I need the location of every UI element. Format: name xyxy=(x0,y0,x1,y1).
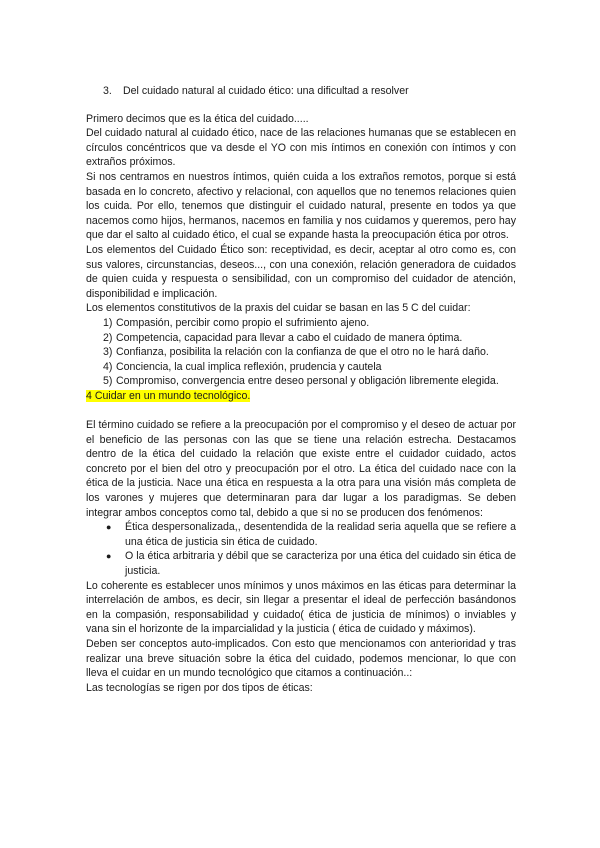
five-c-list xyxy=(86,316,516,389)
paragraph-natural-to-ethical: Del cuidado natural al cuidado ético, nace de las relaciones humanas que se establecen en círculos concéntricos que va desde el YO con mis íntimos en conexión con íntimos y con extraños próximos. xyxy=(86,127,516,169)
phenomena-list xyxy=(86,520,516,578)
list-item: 2) Competencia, capacidad para llevar a cabo el cuidado de manera óptima. xyxy=(103,331,463,344)
paragraph-self-implicated: Deben ser conceptos auto-implicados. Con esto que mencionamos con anterioridad y tras realizar una breve situación sobre la ética del cuidado, podemos mencionar, lo que con lleva el cuidar en un mundo tecnológico que citamos a continuación..: xyxy=(86,637,516,680)
list-item: 3) Confianza, posibilita la relación con la confianza de que el otro no le hará daño. xyxy=(103,346,489,359)
paragraph-intimates: Si nos centramos en nuestros íntimos, quién cuida a los extraños remotos, porque si está basada en lo concreto, afectivo y relacional, con aquellos que no tenemos relaciones quien los cuida. Por ello, tenemos que distinguir el cuidado natural, presente en todos ya que nacemos como hijos, hermanos, nacemos en familia y nos cuidamos y queremos, pero hay que dar el salto al cuidado ético, el cual se expande hasta la preocupación ética por otros. xyxy=(86,170,516,242)
list-item: 1) Compasión, percibir como propio el sufrimiento ajeno. xyxy=(103,316,370,329)
list-item: ● O la ética arbitraria y débil que se caracteriza por una ética del cuidado sin ética de justicia. xyxy=(86,549,516,578)
list-item: ● Ética despersonalizada,, desentendida de la realidad seria aquella que se refiere a una ética de justicia sin ética de cuidado. xyxy=(86,520,516,549)
bullet-icon: ● xyxy=(106,551,112,562)
document-body xyxy=(86,84,516,695)
paragraph-technologies: Las tecnologías se rigen por dos tipos de éticas: xyxy=(86,681,313,694)
paragraph-five-c-intro: Los elementos constitutivos de la praxis del cuidar se basan en las 5 C del cuidar: xyxy=(86,302,471,315)
blank-line xyxy=(86,403,516,418)
section-3-number: 3. xyxy=(103,85,112,97)
section-4-title: 4 Cuidar en un mundo tecnológico. xyxy=(86,389,251,402)
section-4-heading xyxy=(86,389,516,404)
paragraph-minimums-maximums: Lo coherente es establecer unos mínimos y unos máximos en las éticas para determinar la interrelación de ambos, es decir, sin llegar a presentar el ideal de perfección basándonos en la compasión, responsabilidad y cuidado( ética de justicia de mínimos) o inviables y vana sin el horizonte de la imparcialidad y la justicia ( ética de cuidado y máximos). xyxy=(86,579,516,636)
section-3-heading xyxy=(103,84,516,99)
paragraph-elements: Los elementos del Cuidado Ético son: receptividad, es decir, aceptar al otro como es, con sus valores, circunstancias, deseos..., con una conexión, relación generadora de cuidados de quien cuida y respuesta o sensibilidad, con un compromiso del cuidador de atención, disponibilidad e implicación. xyxy=(86,243,516,300)
bullet-icon: ● xyxy=(106,522,112,533)
intro-line: Primero decimos que es la ética del cuidado..... xyxy=(86,112,309,125)
list-item: 5) Compromiso, convergencia entre deseo personal y obligación libremente elegida. xyxy=(103,375,499,388)
paragraph-care-definition: El término cuidado se refiere a la preocupación por el compromiso y el deseo de actuar por el beneficio de las personas con las que se tiene una relación estrecha. Destacamos dentro de la ética del cuidado la relación que existe entre el cuidador cuidado, actos concreto por el bien del otro y preocupación por el otro. La ética del cuidado nace con la ética de la justicia. Nace una ética en respuesta a la otra para una visión más completa de los varones y mujeres que determinaran para dar lugar a los paradigmas. Se deben integrar ambos conceptos como tal, debido a que si no se producen dos fenómenos: xyxy=(86,419,516,519)
section-3-title: Del cuidado natural al cuidado ético: una dificultad a resolver xyxy=(123,85,409,97)
list-item: 4) Conciencia, la cual implica reflexión, prudencia y cautela xyxy=(103,360,382,373)
